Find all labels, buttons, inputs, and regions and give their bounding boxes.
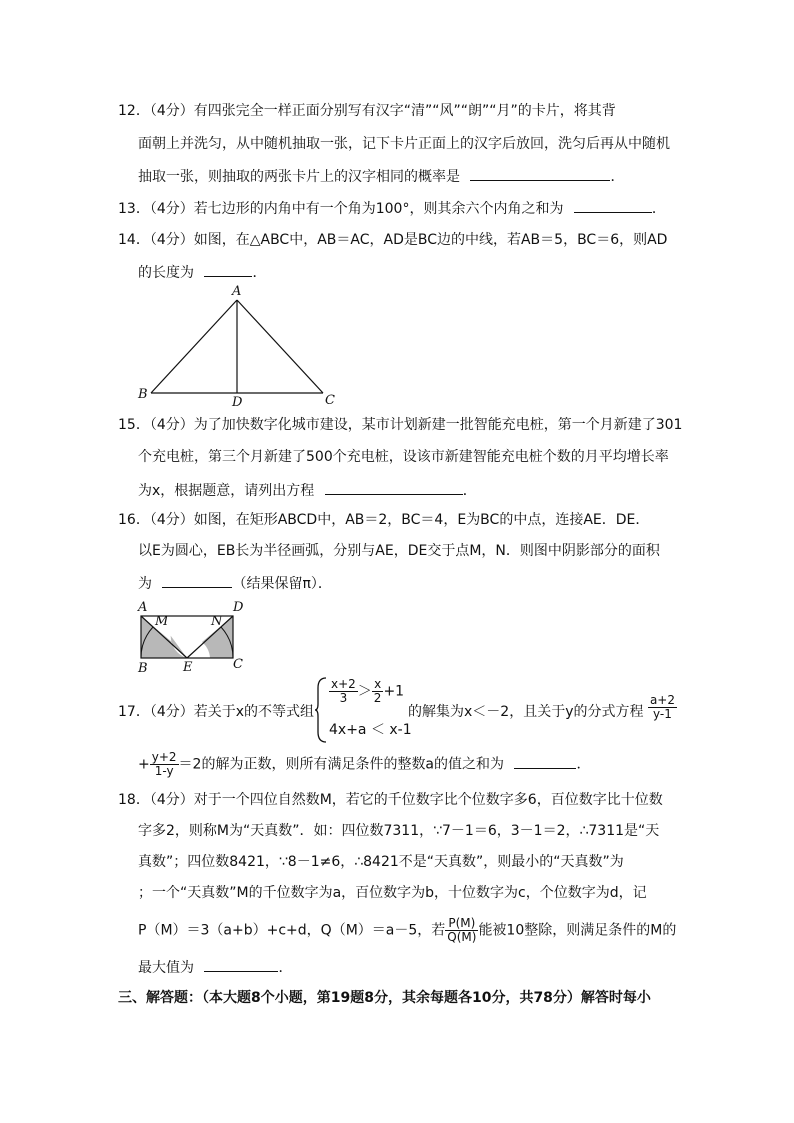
q17-ineq1-frac1-den: 3: [339, 691, 348, 705]
q17-answer-blank: [514, 754, 576, 769]
q18-line6: [138, 957, 292, 977]
q17-ineq1-frac2-num: x: [372, 678, 384, 692]
q18-answer-blank: [204, 957, 278, 972]
q18-frac-den: Q(M): [447, 930, 477, 944]
q17-ineq1-frac2: [372, 678, 384, 705]
q17-line2-text: ＝2的解为正数，则所有满足条件的整数a的值之和为: [178, 756, 505, 773]
q16-line1: 16．（4分）如图，在矩形ABCD中，AB＝2，BC＝4，E为BC的中点，连接AE．DE．: [118, 512, 650, 528]
section3-heading: 三、解答题：（本大题8个小题，第19题8分，其余每题各10分，共78分）解答时每小: [118, 990, 651, 1006]
q17-frac4-num: y+2: [151, 750, 177, 764]
q16-rectangle-figure: [135, 596, 250, 676]
q15-answer-blank: [325, 480, 463, 495]
q12-answer-blank: [470, 166, 610, 181]
q17-line2: [138, 751, 590, 778]
q14-side-ac: [237, 300, 323, 393]
q17-pre: 17．（4分）若关于x的不等式组: [118, 704, 315, 720]
q18-line6-text: 最大值为: [138, 960, 194, 976]
q17-ineq1-frac1-num: x+2: [331, 677, 356, 691]
q17-line2-plus: +: [138, 756, 150, 773]
q18-line4: ；一个“天真数”M的千位数字为a，百位数字为b，十位数字为c，个位数字为d，记: [138, 885, 647, 901]
q16-label-c: C: [233, 657, 243, 672]
q12-line2: 面朝上并洗匀，从中随机抽取一张，记下卡片正面上的汉字后放回，洗匀后再从中随机: [138, 136, 670, 152]
q17-mid: [408, 692, 677, 721]
q18-line2: 字多2，则称M为“天真数”．如：四位数7311，∵7－1＝6，3－1＝2，∴7311是“天: [138, 823, 660, 839]
q17-frac3-num: a+2: [649, 692, 675, 707]
q14-label-d: D: [232, 395, 243, 410]
q15-end: ．: [462, 483, 477, 499]
q16-label-a: A: [138, 600, 148, 615]
q17-system-brace: [314, 676, 328, 744]
q16-label-n: N: [211, 614, 223, 629]
q14-end: ．: [252, 265, 267, 281]
q17-end: ．: [576, 756, 591, 773]
q17-inequality-2: 4x+a ＜ x-1: [329, 722, 412, 738]
q18-frac-num: P(M): [445, 917, 478, 931]
q14-line2: [138, 262, 266, 282]
q14-label-a: A: [232, 284, 242, 299]
q17-ineq1-frac1: [329, 678, 358, 705]
q13-answer-blank: [574, 198, 652, 213]
q16-line3: [138, 573, 332, 593]
q13-end: ．: [651, 201, 666, 217]
q16-answer-blank: [162, 573, 232, 588]
q17-mid-text: 的解集为x＜－2，且关于y的分式方程: [408, 704, 644, 720]
q17-frac3: [648, 694, 677, 721]
q12-line3-text: 抽取一张，则抽取的两张卡片上的汉字相同的概率是: [138, 169, 460, 185]
q14-line2-text: 的长度为: [138, 265, 194, 281]
q14-side-ab: [151, 300, 237, 393]
q14-label-c: C: [325, 393, 335, 408]
q17-ineq1-tail: +1: [383, 683, 405, 700]
q14-answer-blank: [204, 262, 252, 277]
q16-line2: 以E为圆心，EB长为半径画弧，分别与AE，DE交于点M，N．则图中阴影部分的面积: [138, 543, 660, 559]
q16-label-b: B: [138, 661, 148, 676]
q14-label-b: B: [138, 387, 148, 402]
q18-line3: 真数”；四位数8421，∵8－1≠6，∴8421不是“天真数”，则最小的“天真数”为: [138, 854, 624, 870]
q16-line3-pre: 为: [138, 576, 152, 592]
q12-end: ．: [610, 169, 625, 185]
q15-line1: 15．（4分）为了加快数字化城市建设，某市计划新建一批智能充电桩，第一个月新建了301: [118, 417, 683, 433]
q17-ineq1-op: ＞: [357, 683, 372, 700]
q16-line3-post: （结果保留π）．: [232, 576, 332, 592]
q18-line5: [138, 917, 676, 944]
q14-line1: 14．（4分）如图，在△ABC中，AB＝AC，AD是BC边的中线，若AB＝5，BC＝6，则AD: [118, 232, 668, 248]
q18-line5-post: 能被10整除，则满足条件的M的: [478, 922, 677, 939]
q18-frac: [445, 917, 478, 944]
q17-frac4: [150, 751, 179, 778]
q18-end: ．: [278, 960, 293, 976]
q15-line2: 个充电桩，第三个月新建了500个充电桩，设该市新建智能充电桩个数的月平均增长率: [138, 449, 669, 465]
q12-line1: 12．（4分）有四张完全一样正面分别写有汉字“清”“风”“朗”“月”的卡片，将其背: [118, 103, 616, 119]
q14-triangle-figure: [135, 280, 345, 410]
q18-line1: 18．（4分）对于一个四位自然数M，若它的千位数字比个位数字多6，百位数字比十位数: [118, 792, 663, 808]
q16-label-d: D: [233, 600, 244, 615]
q16-label-e: E: [183, 660, 193, 675]
q15-line3: [138, 480, 477, 500]
q18-line5-pre: P（M）＝3（a+b）+c+d，Q（M）＝a－5，若: [138, 922, 446, 939]
q13-line: [118, 198, 666, 218]
q15-line3-text: 为x，根据题意，请列出方程: [138, 483, 315, 499]
q13-text: 13．（4分）若七边形的内角中有一个角为100°，则其余六个内角之和为: [118, 201, 564, 217]
q17-ineq1-frac2-den: 2: [373, 691, 382, 705]
q17-frac4-den: 1-y: [154, 764, 174, 778]
q17-inequality-1: [329, 678, 404, 705]
q12-line3: [138, 166, 624, 186]
q16-label-m: M: [155, 614, 169, 629]
q17-frac3-den: y-1: [653, 706, 672, 721]
